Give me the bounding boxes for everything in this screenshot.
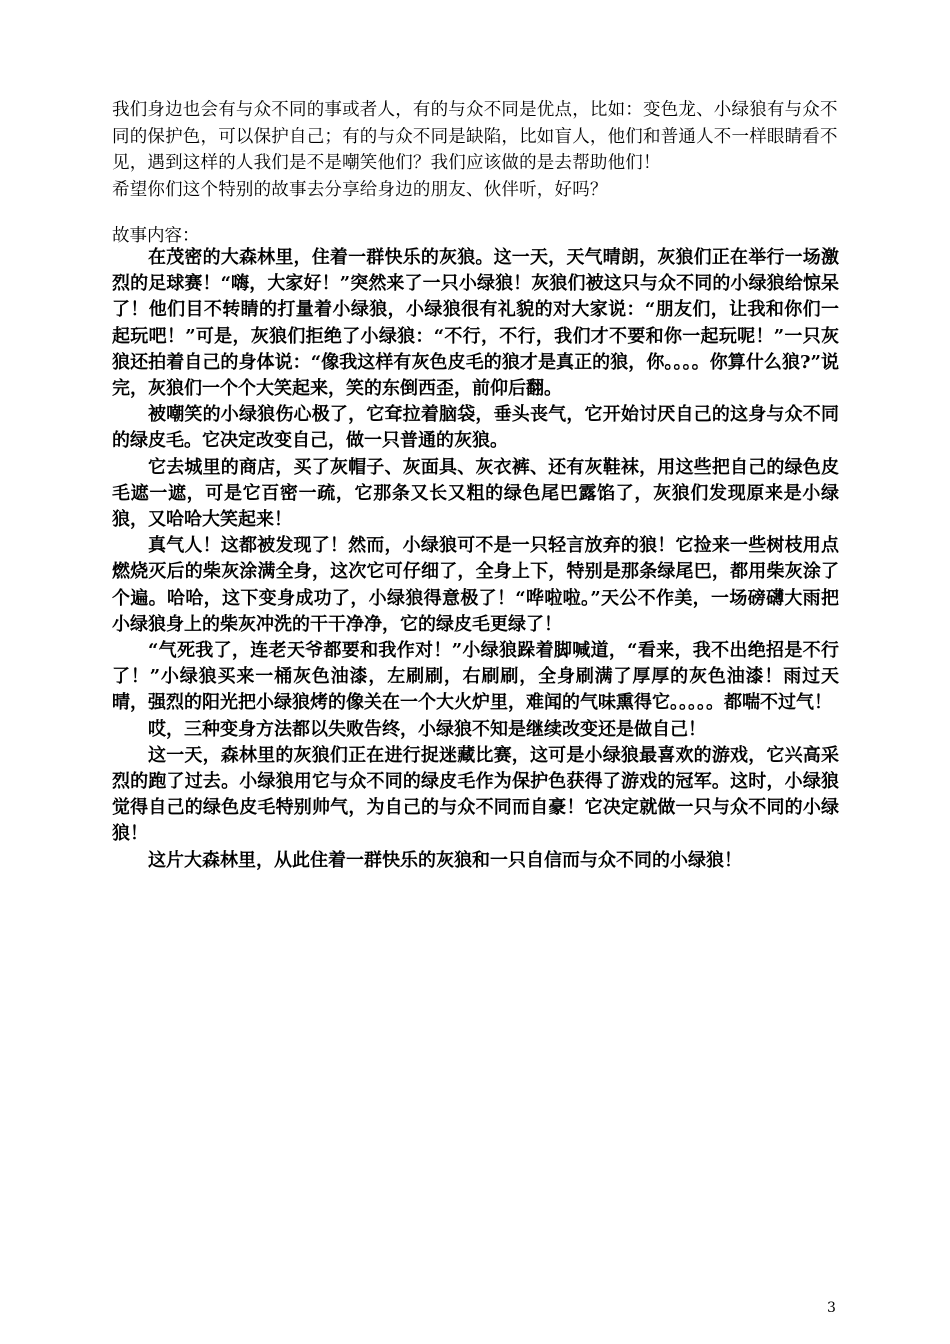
story-body <box>112 245 839 874</box>
story-paragraph: 哎，三种变身方法都以失败告终，小绿狼不知是继续改变还是做自己！ <box>148 718 706 740</box>
story-heading: 故事内容： <box>112 226 200 246</box>
story-paragraph: 这一天，森林里的灰狼们正在进行捉迷藏比赛，这可是小绿狼最喜欢的游戏，它兴高采烈的跑了过去。小绿狼用它与众不同的绿皮毛作为保护色获得了游戏的冠军。这时，小绿狼觉得自己的绿色皮毛特别帅气，为自己的与众不同而自豪！它决定就做一只与众不同的小绿狼！ <box>112 744 839 845</box>
intro-paragraph: 希望你们这个特别的故事去分享给身边的朋友、伙伴听，好吗？ <box>112 179 608 200</box>
intro-paragraph: 我们身边也会有与众不同的事或者人，有的与众不同是优点，比如：变色龙、小绿狼有与众不同的保护色，可以保护自己；有的与众不同是缺陷，比如盲人，他们和普通人不一样眼睛看不见，遇到这样的人我们是不是嘲笑他们？我们应该做的是去帮助他们！ <box>112 100 838 173</box>
story-paragraph: 真气人！这都被发现了！然而，小绿狼可不是一只轻言放弃的狼！它捡来一些树枝用点燃烧灭后的柴灰涂满全身，这次它可仔细了，全身上下，特别是那条绿尾巴，都用柴灰涂了个遍。哈哈，这下变身成功了，小绿狼得意极了！“哗啦啦。”天公不作美，一场磅礴大雨把小绿狼身上的柴灰冲洗的干干净净，它的绿皮毛更绿了！ <box>112 535 839 635</box>
story-paragraph: 被嘲笑的小绿狼伤心极了，它耷拉着脑袋，垂头丧气，它开始讨厌自己的这身与众不同的绿皮毛。它决定改变自己，做一只普通的灰狼。 <box>112 404 839 452</box>
story-paragraph: 这片大森林里，从此住着一群快乐的灰狼和一只自信而与众不同的小绿狼！ <box>148 849 742 871</box>
story-paragraph: 它去城里的商店，买了灰帽子、灰面具、灰衣裤、还有灰鞋袜，用这些把自己的绿色皮毛遮一遮，可是它百密一疏，它那条又长又粗的绿色尾巴露馅了，灰狼们发现原来是小绿狼，又哈哈大笑起来！ <box>112 456 839 531</box>
page-number: 3 <box>827 1300 836 1316</box>
intro-section <box>112 97 842 203</box>
story-paragraph: 在茂密的大森林里，住着一群快乐的灰狼。这一天，天气晴朗，灰狼们正在举行一场激烈的足球赛！“嗨，大家好！”突然来了一只小绿狼！灰狼们被这只与众不同的小绿狼给惊呆了！他们目不转睛的打量着小绿狼，小绿狼很有礼貌的对大家说：“朋友们，让我和你们一起玩吧！”可是，灰狼们拒绝了小绿狼：“不行，不行，我们才不要和你一起玩呢！”一只灰狼还拍着自己的身体说：“像我这样有灰色皮毛的狼才是真正的狼，你。。。。你算什么狼?”说完，灰狼们一个个大笑起来，笑的东倒西歪，前仰后翻。 <box>112 247 839 400</box>
story-paragraph: “气死我了，连老天爷都要和我作对！”小绿狼跺着脚喊道，“看来，我不出绝招是不行了！”小绿狼买来一桶灰色油漆，左刷刷，右刷刷，全身刷满了厚厚的灰色油漆！雨过天晴，强烈的阳光把小绿狼烤的像关在一个大火炉里，难闻的气味熏得它。。。。。都喘不过气！ <box>112 640 839 714</box>
